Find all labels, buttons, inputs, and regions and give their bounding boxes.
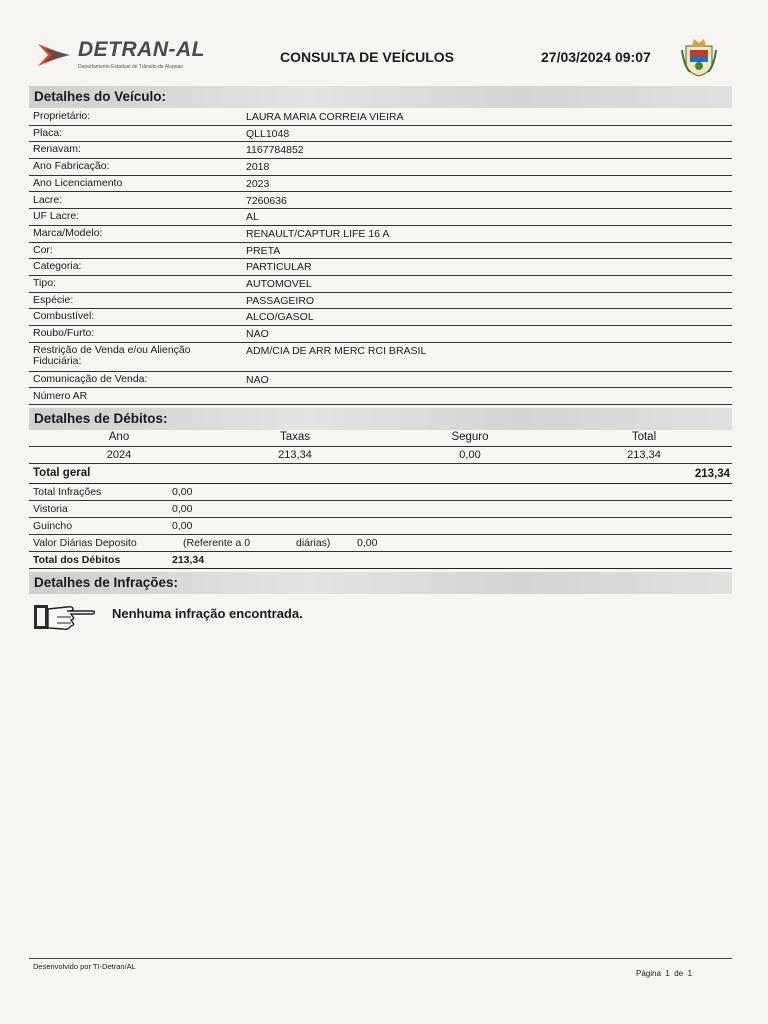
vehicle-row-value: LAURA MARIA CORREIA VIEIRA <box>246 111 404 123</box>
vehicle-row-value: AUTOMOVEL <box>246 278 312 290</box>
vehicle-row-label: Ano Fabricação: <box>33 160 110 173</box>
section-vehicle-details: Detalhes do Veículo: <box>29 86 732 108</box>
diarias-value: 0,00 <box>357 537 378 549</box>
total-geral-value: 213,34 <box>694 468 730 480</box>
total-debitos-value: 213,34 <box>172 554 205 566</box>
section-infraction-details: Detalhes de Infrações: <box>29 572 732 594</box>
summary-row-diarias <box>29 535 732 552</box>
vehicle-row-label: Marca/Modelo: <box>33 226 103 239</box>
vehicle-row <box>29 159 732 176</box>
vehicle-row <box>29 109 732 126</box>
vehicle-row <box>29 176 732 193</box>
vehicle-row-value: ALCO/GASOL <box>246 311 314 324</box>
pointing-hand-icon <box>33 601 97 631</box>
summary-value: 0,00 <box>172 486 193 498</box>
page-of: de <box>674 969 684 978</box>
summary-row-infracoes <box>29 484 732 501</box>
vehicle-row-value: 7260636 <box>246 194 287 207</box>
footer-divider <box>29 958 732 959</box>
vehicle-row <box>29 126 732 143</box>
vehicle-row <box>29 193 732 210</box>
vehicle-row-label: Cor: <box>33 243 53 256</box>
vehicle-row-label: Restrição de Venda e/ou Alienção Fiduciária: <box>33 343 191 367</box>
diarias-ref: (Referente a 0 <box>183 537 251 549</box>
vehicle-row-value: PASSAGEIRO <box>246 294 315 307</box>
vehicle-row <box>29 142 732 159</box>
total-geral-row <box>29 465 732 484</box>
vehicle-row-value: 1167784852 <box>246 144 304 157</box>
vehicle-row <box>29 293 732 310</box>
vehicle-row-label: Placa: <box>33 126 63 139</box>
vehicle-row-label: Espécie: <box>33 293 74 306</box>
debits-header-seguro: Seguro <box>451 431 489 443</box>
summary-row-vistoria <box>29 501 732 518</box>
vehicle-row-value: PRETA <box>246 244 281 257</box>
vehicle-row-label: Categoria: <box>33 260 82 273</box>
vehicle-row-label: Ano Licenciamento <box>33 176 123 189</box>
total-debitos-label: Total dos Débitos <box>33 554 121 566</box>
debit-taxas: 213,34 <box>278 449 312 461</box>
vehicle-row-label: Comunicação de Venda: <box>33 372 148 385</box>
vehicle-row <box>29 209 732 226</box>
debits-data-row <box>29 447 732 464</box>
alagoas-crest-icon <box>680 36 718 78</box>
vehicle-row-value: PARTICULAR <box>246 261 312 274</box>
page-total: 1 <box>687 969 693 978</box>
vehicle-row-value: AL <box>246 211 259 224</box>
vehicle-row <box>29 243 732 260</box>
page-label: Página <box>636 969 661 978</box>
summary-value: 0,00 <box>172 520 193 532</box>
vehicle-row-label: Número AR <box>33 389 88 402</box>
diarias-label: Valor Diárias Deposito <box>33 537 137 549</box>
footer-developed-by: Desenvolvido por TI-Detran/AL <box>33 962 136 971</box>
debit-total: 213,34 <box>627 449 661 461</box>
vehicle-row <box>29 309 732 326</box>
footer-pagination <box>636 969 692 978</box>
vehicle-row <box>29 343 732 372</box>
summary-value: 0,00 <box>172 503 193 515</box>
debits-header-total: Total <box>631 431 657 443</box>
vehicle-row <box>29 326 732 343</box>
summary-row-total-debitos <box>29 552 732 569</box>
debits-header-row <box>29 429 732 447</box>
detran-logo <box>36 38 216 74</box>
query-datetime: 27/03/2024 09:07 <box>541 49 651 65</box>
vehicle-row-label: Combustível: <box>33 310 95 323</box>
page-header <box>0 32 768 82</box>
vehicle-row <box>29 372 732 389</box>
no-infractions-message: Nenhuma infração encontrada. <box>112 606 303 621</box>
vehicle-row-value: ADM/CIA DE ARR MERC RCI BRASIL <box>246 344 427 357</box>
logo-text: DETRAN-AL <box>78 38 205 61</box>
diarias-word: diárias) <box>296 537 331 549</box>
total-geral-label: Total geral <box>33 467 91 479</box>
vehicle-row-label: Tipo: <box>33 277 56 289</box>
section-debit-details: Detalhes de Débitos: <box>29 408 732 430</box>
vehicle-row-value: QLL1048 <box>246 127 290 140</box>
vehicle-row-value: RENAULT/CAPTUR LIFE 16 A <box>246 227 390 240</box>
vehicle-row <box>29 226 732 243</box>
vehicle-row-label: Roubo/Furto: <box>33 327 95 340</box>
vehicle-row <box>29 259 732 276</box>
debits-header-taxas: Taxas <box>279 431 311 443</box>
vehicle-row-value: NAO <box>246 328 269 341</box>
summary-label: Guincho <box>33 520 73 532</box>
vehicle-row <box>29 276 732 293</box>
summary-label: Vistoria <box>33 503 68 515</box>
logo-subtext: Departamento Estadual de Trânsito de Alagoas <box>78 64 183 70</box>
page-title: CONSULTA DE VEÍCULOS <box>280 49 454 65</box>
detran-logo-icon <box>36 40 74 70</box>
summary-label: Total Infrações <box>33 486 102 498</box>
vehicle-row-value: 2018 <box>246 161 270 174</box>
vehicle-row-value: 2023 <box>246 177 270 190</box>
vehicle-row <box>29 389 732 406</box>
debit-ano: 2024 <box>106 449 132 461</box>
debits-header-ano: Ano <box>108 431 130 443</box>
vehicle-row-label: Lacre: <box>33 193 63 206</box>
vehicle-row-label: Proprietário: <box>33 110 91 122</box>
page-current: 1 <box>665 969 670 978</box>
summary-row-guincho <box>29 518 732 535</box>
debit-seguro: 0,00 <box>459 449 481 461</box>
vehicle-row-label: UF Lacre: <box>33 210 80 223</box>
vehicle-row-label: Renavam: <box>33 143 81 156</box>
vehicle-row-value: NAO <box>246 373 269 386</box>
